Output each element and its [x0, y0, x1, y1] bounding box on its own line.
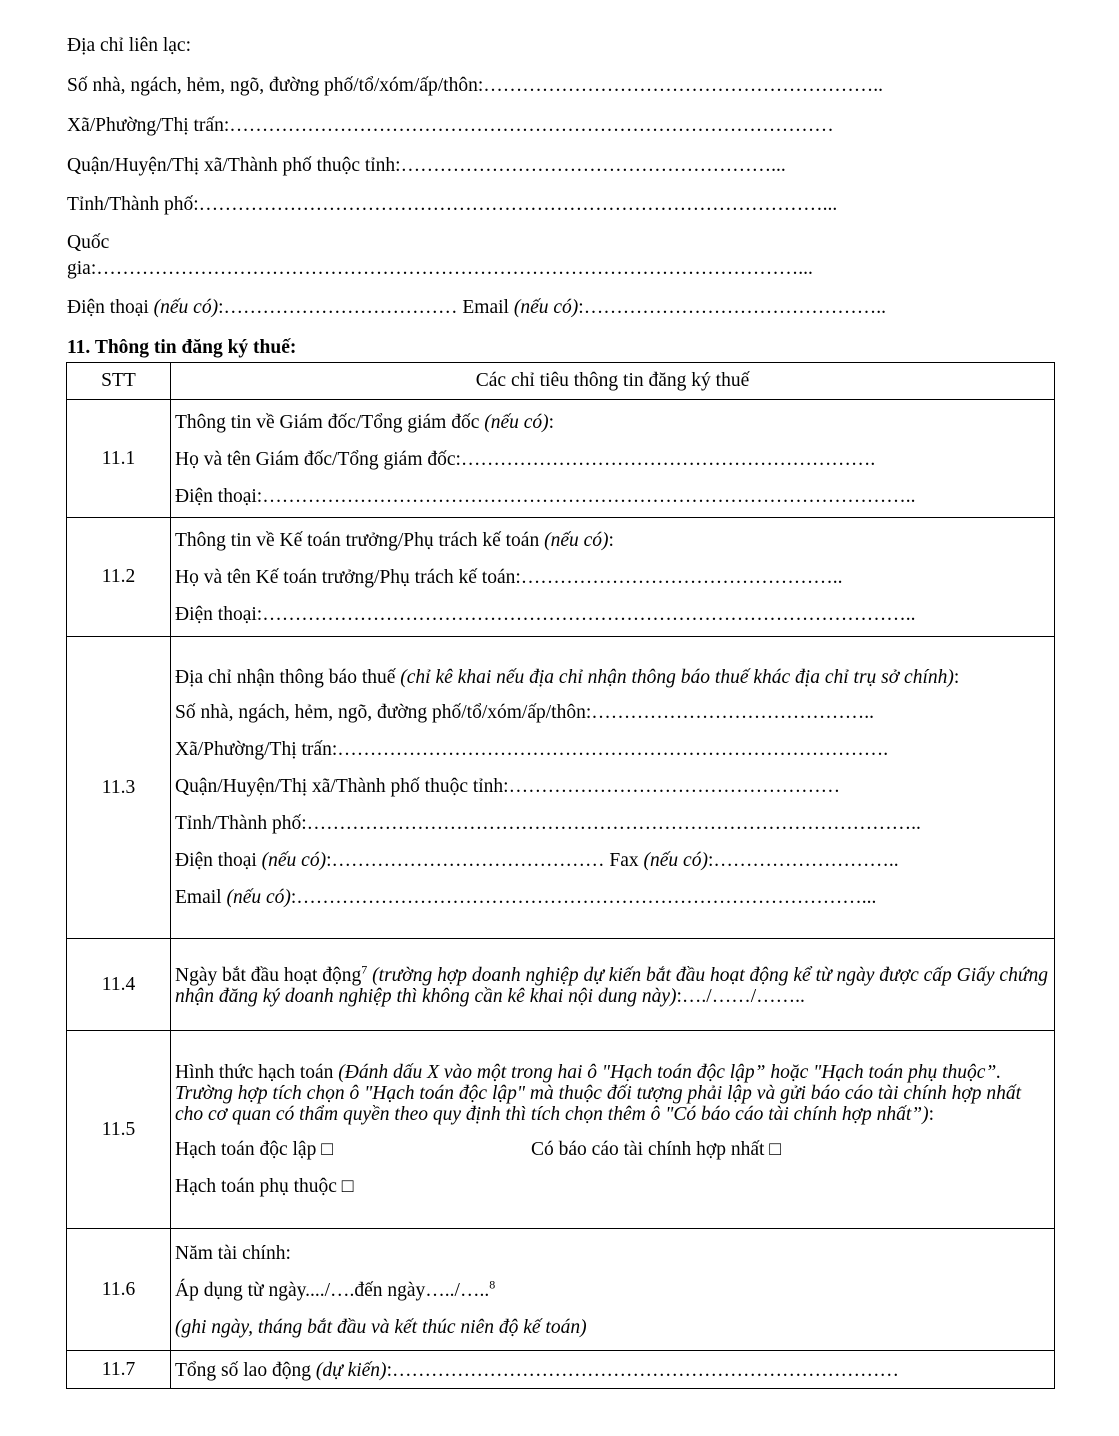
notice-phone-optional: (nếu có): [261, 850, 327, 871]
notice-house-field: Số nhà, ngách, hẻm, ngõ, đường phố/tổ/xóm/ấp/thôn:……………………………………..: [175, 702, 875, 723]
notice-phone-field: :……………………………………: [326, 850, 610, 871]
notice-fax-optional: (nếu có): [643, 850, 708, 871]
dependent-option[interactable]: [175, 1175, 1054, 1199]
notice-email-line: [175, 886, 1054, 910]
contact-email-label: Email: [462, 297, 514, 318]
contact-district-field: Quận/Huyện/Thị xã/Thành phố thuộc tỉnh:…………………………………………………...: [67, 155, 786, 176]
table-row: [67, 518, 1055, 637]
table-row: [67, 939, 1055, 1031]
row-stt: 11.4: [67, 939, 171, 1031]
table-row: [67, 1229, 1055, 1351]
start-date-note: (trường hợp doanh nghiệp dự kiến bắt đầu hoạt động kể từ ngày được cấp Giấy chứng nhận đăng ký doanh nghiệp thì không cần kê khai nội dung này): [175, 964, 1048, 1007]
labor-count-optional: (dự kiến): [315, 1359, 387, 1381]
tax-registration-table: [66, 362, 1055, 1389]
accountant-optional: (nếu có): [544, 530, 609, 551]
footnote-8: 8: [489, 1277, 496, 1291]
tax-notice-address-note: (chỉ kê khai nếu địa chỉ nhận thông báo thuế khác địa chỉ trụ sở chính): [400, 667, 954, 688]
row-stt: 11.2: [67, 518, 171, 637]
notice-fax-label: Fax: [609, 850, 644, 871]
dependent-label: Hạch toán phụ thuộc: [175, 1176, 337, 1197]
accountant-name-field: Họ và tên Kế toán trưởng/Phụ trách kế toán:…………………………………………..: [175, 567, 843, 588]
start-date-label: Ngày bắt đầu hoạt động: [175, 964, 362, 986]
independent-checkbox[interactable]: □: [321, 1139, 333, 1160]
fiscal-year-range: Áp dụng từ ngày..../….đến ngày…../…..: [175, 1279, 490, 1301]
accountant-info-label: Thông tin về Kế toán trưởng/Phụ trách kế toán: [175, 530, 545, 551]
colon: :: [608, 530, 614, 551]
row-stt: 11.7: [67, 1351, 171, 1389]
table-row: [67, 1031, 1055, 1229]
fiscal-year-note-text: (ghi ngày, tháng bắt đầu và kết thúc niên độ kế toán): [175, 1316, 587, 1338]
notice-email-field: :……………………………………………………………………………...: [290, 887, 877, 908]
dependent-checkbox[interactable]: □: [341, 1176, 354, 1197]
header-stt: STT: [67, 363, 171, 400]
start-date-field: [175, 962, 1054, 1007]
table-row: [67, 1351, 1055, 1389]
labor-count-field: [175, 1359, 1054, 1383]
contact-phone-optional: (nếu có): [153, 297, 219, 318]
fiscal-year-heading: Năm tài chính:: [175, 1242, 291, 1264]
labor-count-dots: :……………………………………………………………………: [386, 1359, 899, 1381]
colon: :: [953, 667, 960, 688]
director-name-field: Họ và tên Giám đốc/Tổng giám đốc:……………………………………………………….: [175, 448, 876, 470]
notice-fax-field: :………………………..: [707, 850, 899, 871]
contact-house-field: Số nhà, ngách, hẻm, ngõ, đường phố/tổ/xóm/ấp/thôn:……………………………………………………..: [67, 75, 884, 96]
footnote-7: 7: [361, 962, 368, 976]
row-stt: 11.6: [67, 1229, 171, 1351]
contact-country-label: Quốc: [67, 232, 110, 253]
row-content: [171, 637, 1055, 939]
director-info-label: Thông tin về Giám đốc/Tổng giám đốc: [175, 411, 485, 433]
contact-email-optional: (nếu có): [513, 297, 579, 318]
row-content: [171, 939, 1055, 1031]
labor-count-label: Tổng số lao động: [175, 1359, 316, 1381]
contact-heading: Địa chỉ liên lạc:: [67, 35, 191, 56]
contact-province-field: Tỉnh/Thành phố:……………………………………………………………………………………...: [67, 194, 838, 215]
row-content: [171, 1351, 1055, 1389]
contact-country-field: gia:………………………………………………………………………………………………...: [67, 258, 813, 279]
row-content: [171, 518, 1055, 637]
director-phone-field: Điện thoại:………………………………………………………………………………………..: [175, 485, 916, 507]
contact-email-field: :………………………………………..: [578, 297, 886, 318]
row-stt: 11.1: [67, 400, 171, 518]
accounting-form-label: Hình thức hạch toán: [175, 1062, 339, 1083]
row-content: [171, 1229, 1055, 1351]
director-optional: (nếu có): [484, 411, 549, 433]
row-stt: 11.3: [67, 637, 171, 939]
contact-ward-field: Xã/Phường/Thị trấn:…………………………………………………………………………………: [67, 115, 834, 136]
director-info-heading: [175, 411, 1054, 435]
independent-option[interactable]: [175, 1138, 531, 1162]
contact-phone-label: Điện thoại: [67, 297, 154, 318]
colon: :: [928, 1104, 935, 1125]
consolidated-option[interactable]: [531, 1139, 781, 1160]
table-row: [67, 400, 1055, 518]
section-title: 11. Thông tin đăng ký thuế:: [67, 337, 297, 358]
tax-notice-address-label: Địa chỉ nhận thông báo thuế: [175, 667, 401, 688]
notice-province-field: Tỉnh/Thành phố:…………………………………………………………………………………..: [175, 813, 921, 834]
notice-email-optional: (nếu có): [226, 887, 291, 908]
accounting-form-heading: [175, 1062, 1054, 1125]
tax-notice-address-heading: [175, 667, 1054, 688]
accounting-form-note: (Đánh dấu X vào một trong hai ô "Hạch toán độc lập” hoặc "Hạch toán phụ thuộc”. Trường hợp tích chọn ô "Hạch toán độc lập" mà thuộc đối tượng phải lập và gửi báo cáo tài chính hợp nhất cho cơ quan có thẩm quyền theo quy định thì tích chọn thêm ô "Có báo cáo tài chính hợp nhất”): [175, 1062, 1022, 1125]
fiscal-year-note: [175, 1316, 1054, 1340]
contact-phone-field: :………………………………: [218, 297, 463, 318]
notice-ward-field: Xã/Phường/Thị trấn:………………………………………………………………………….: [175, 739, 889, 760]
header-content: Các chỉ tiêu thông tin đăng ký thuế: [171, 363, 1055, 400]
consolidated-label: Có báo cáo tài chính hợp nhất: [531, 1139, 765, 1160]
start-date-dots: :…./……/……..: [676, 985, 805, 1007]
notice-phone-label: Điện thoại: [175, 850, 262, 871]
accountant-phone-field: Điện thoại:………………………………………………………………………………………..: [175, 604, 916, 625]
notice-email-label: Email: [175, 887, 227, 908]
notice-district-field: Quận/Huyện/Thị xã/Thành phố thuộc tỉnh:……………………………………………: [175, 776, 841, 797]
table-row: [67, 637, 1055, 939]
accounting-options-line: [175, 1138, 1054, 1162]
contact-phone-email-line: [67, 296, 886, 320]
notice-phone-fax-line: [175, 849, 1054, 873]
consolidated-checkbox[interactable]: □: [769, 1139, 782, 1160]
fiscal-year-range-field: [175, 1279, 1054, 1303]
row-stt: 11.5: [67, 1031, 171, 1229]
row-content: [171, 1031, 1055, 1229]
independent-label: Hạch toán độc lập: [175, 1139, 317, 1160]
row-content: [171, 400, 1055, 518]
colon: :: [548, 411, 555, 433]
table-header-row: [67, 363, 1055, 400]
accountant-info-heading: [175, 529, 1054, 553]
